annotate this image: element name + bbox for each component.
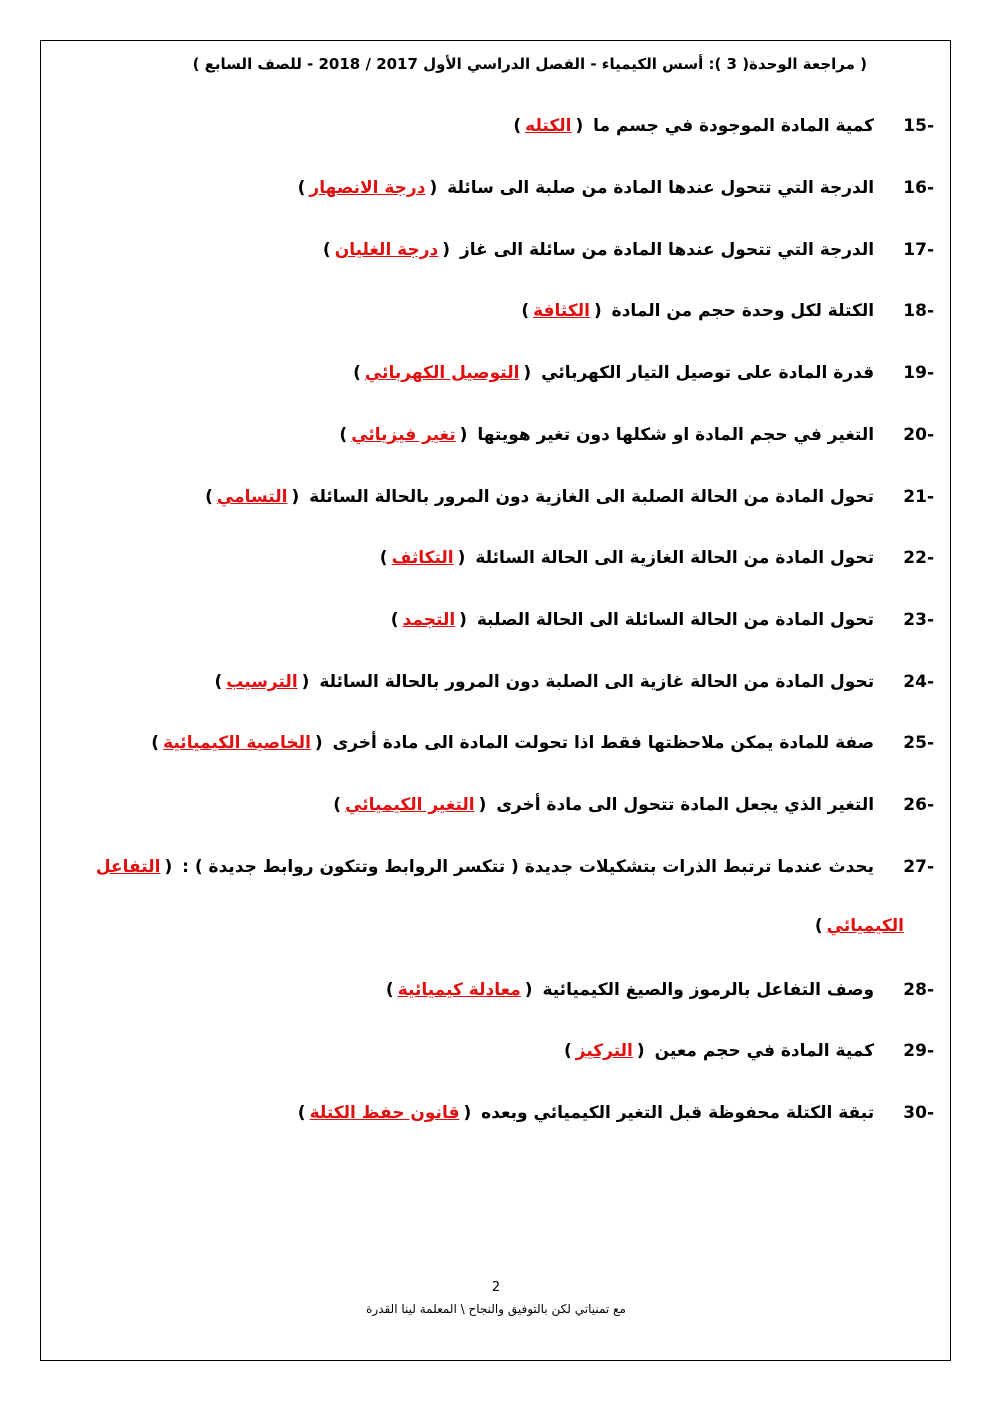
item-question: تحول المادة من الحالة الغازية الى الحالة السائلة <box>475 548 875 568</box>
open-paren: ( <box>523 363 532 383</box>
item-question: الدرجة التي تتحول عندها المادة من سائلة الى غاز <box>459 240 875 260</box>
item-question: تحول المادة من الحالة الصلبة الى الغازية دون المرور بالحالة السائلة <box>309 487 875 507</box>
open-paren: ( <box>291 487 300 507</box>
close-paren: ) <box>814 916 823 936</box>
footer-note: مع تمنياتي لكن بالتوفيق والنجاح \ المعلمة لينا القدرة <box>366 1302 626 1316</box>
item-question: كمية المادة الموجودة في جسم ما <box>593 116 875 136</box>
item-number: 20- <box>903 425 934 445</box>
item-answer: الكثافة <box>533 301 590 321</box>
item-22 <box>376 546 934 570</box>
item-number: 27- <box>903 857 934 877</box>
open-paren: ( <box>442 240 451 260</box>
close-paren: ) <box>390 610 399 630</box>
item-answer: قانون حفظ الكتلة <box>309 1103 460 1123</box>
open-paren: ( <box>164 857 173 877</box>
page-number: 2 <box>491 1280 501 1295</box>
close-paren: ) <box>297 1103 306 1123</box>
item-24 <box>210 670 934 694</box>
item-answer: الخاصية الكيميائية <box>163 733 311 753</box>
item-25 <box>147 731 934 755</box>
item-answer-continuation: الكيميائي <box>826 916 904 936</box>
item-27-continuation <box>811 916 904 936</box>
item-answer: التجمد <box>402 610 456 630</box>
close-paren: ) <box>322 240 331 260</box>
item-number: 23- <box>903 610 934 630</box>
item-26 <box>329 793 934 817</box>
item-18 <box>517 299 934 323</box>
item-question: التغير في حجم المادة او شكلها دون تغير هويتها <box>477 425 875 445</box>
item-28 <box>382 978 934 1002</box>
item-question: صفة للمادة يمكن ملاحظتها فقط اذا تحولت المادة الى مادة أخرى <box>332 733 875 753</box>
item-number: 25- <box>903 733 934 753</box>
item-number: 30- <box>903 1103 934 1123</box>
item-answer: معادلة كيميائية <box>397 980 521 1000</box>
close-paren: ) <box>521 301 530 321</box>
close-paren: ) <box>333 795 342 815</box>
open-paren: ( <box>636 1041 645 1061</box>
item-question: تحول المادة من الحالة غازية الى الصلبة دون المرور بالحالة السائلة <box>319 672 875 692</box>
item-answer: التسامي <box>216 487 288 507</box>
item-question: تحول المادة من الحالة السائلة الى الحالة الصلبة <box>476 610 875 630</box>
item-30 <box>294 1101 934 1125</box>
item-question: قدرة المادة على توصيل التيار الكهربائي <box>541 363 875 383</box>
item-15 <box>509 114 934 138</box>
item-number: 17- <box>903 240 934 260</box>
item-number: 29- <box>903 1041 934 1061</box>
item-number: 15- <box>903 116 934 136</box>
close-paren: ) <box>385 980 394 1000</box>
open-paren: ( <box>463 1103 472 1123</box>
close-paren: ) <box>151 733 160 753</box>
item-answer: درجة الانصهار <box>309 178 426 198</box>
item-answer: الكتله <box>525 116 572 136</box>
item-number: 21- <box>903 487 934 507</box>
item-17 <box>319 238 934 262</box>
close-paren: ) <box>353 363 361 383</box>
close-paren: ) <box>513 116 522 136</box>
item-question: الكتلة لكل وحدة حجم من المادة <box>611 301 875 321</box>
item-question: تبقة الكتلة محفوظة قبل التغير الكيميائي وبعده <box>481 1103 875 1123</box>
item-number: 22- <box>903 548 934 568</box>
worksheet-header: ( مراجعة الوحدة( 3 ): أسس الكيمياء - الفصل الدراسي الأول 2017 / 2018 - للصف السابع ) <box>192 55 867 73</box>
item-answer: تغير فيزيائي <box>351 425 456 445</box>
item-number: 24- <box>903 672 934 692</box>
item-number: 26- <box>903 795 934 815</box>
item-21 <box>201 485 934 509</box>
item-question: التغير الذي يجعل المادة تتحول الى مادة أخرى <box>496 795 875 815</box>
open-paren: ( <box>478 795 487 815</box>
item-number: 18- <box>903 301 934 321</box>
item-19 <box>349 361 934 385</box>
item-number: 19- <box>903 363 934 383</box>
item-23 <box>387 608 934 632</box>
close-paren: ) <box>297 178 306 198</box>
item-question: يحدث عندما ترتبط الذرات بتشكيلات جديدة ( تتكسر الروابط وتتكون روابط جديدة ) : <box>182 857 875 877</box>
open-paren: ( <box>301 672 310 692</box>
item-answer: التركيز <box>575 1041 633 1061</box>
item-answer: التفاعل <box>95 857 161 877</box>
item-number: 16- <box>903 178 934 198</box>
close-paren: ) <box>563 1041 572 1061</box>
open-paren: ( <box>457 548 466 568</box>
item-answer: الترسيب <box>226 672 298 692</box>
open-paren: ( <box>459 425 468 445</box>
item-20 <box>335 423 934 447</box>
close-paren: ) <box>379 548 388 568</box>
open-paren: ( <box>459 610 467 630</box>
close-paren <box>88 857 96 877</box>
item-question: كمية المادة في حجم معين <box>654 1041 875 1061</box>
close-paren: ) <box>205 487 213 507</box>
item-number: 28- <box>903 980 934 1000</box>
item-29 <box>560 1039 934 1063</box>
close-paren: ) <box>339 425 348 445</box>
open-paren: ( <box>593 301 602 321</box>
item-answer: التوصيل الكهربائي <box>364 363 520 383</box>
item-answer: درجة الغليان <box>334 240 439 260</box>
close-paren: ) <box>214 672 223 692</box>
item-answer: التكاثف <box>391 548 454 568</box>
open-paren: ( <box>314 733 323 753</box>
item-16 <box>294 176 934 200</box>
item-answer: التغير الكيميائي <box>345 795 475 815</box>
open-paren: ( <box>524 980 533 1000</box>
item-question: وصف التفاعل بالرموز والصيغ الكيميائية <box>542 980 875 1000</box>
open-paren: ( <box>575 116 584 136</box>
item-question: الدرجة التي تتحول عندها المادة من صلبة الى سائلة <box>447 178 875 198</box>
item-27 <box>88 855 934 879</box>
open-paren: ( <box>429 178 438 198</box>
